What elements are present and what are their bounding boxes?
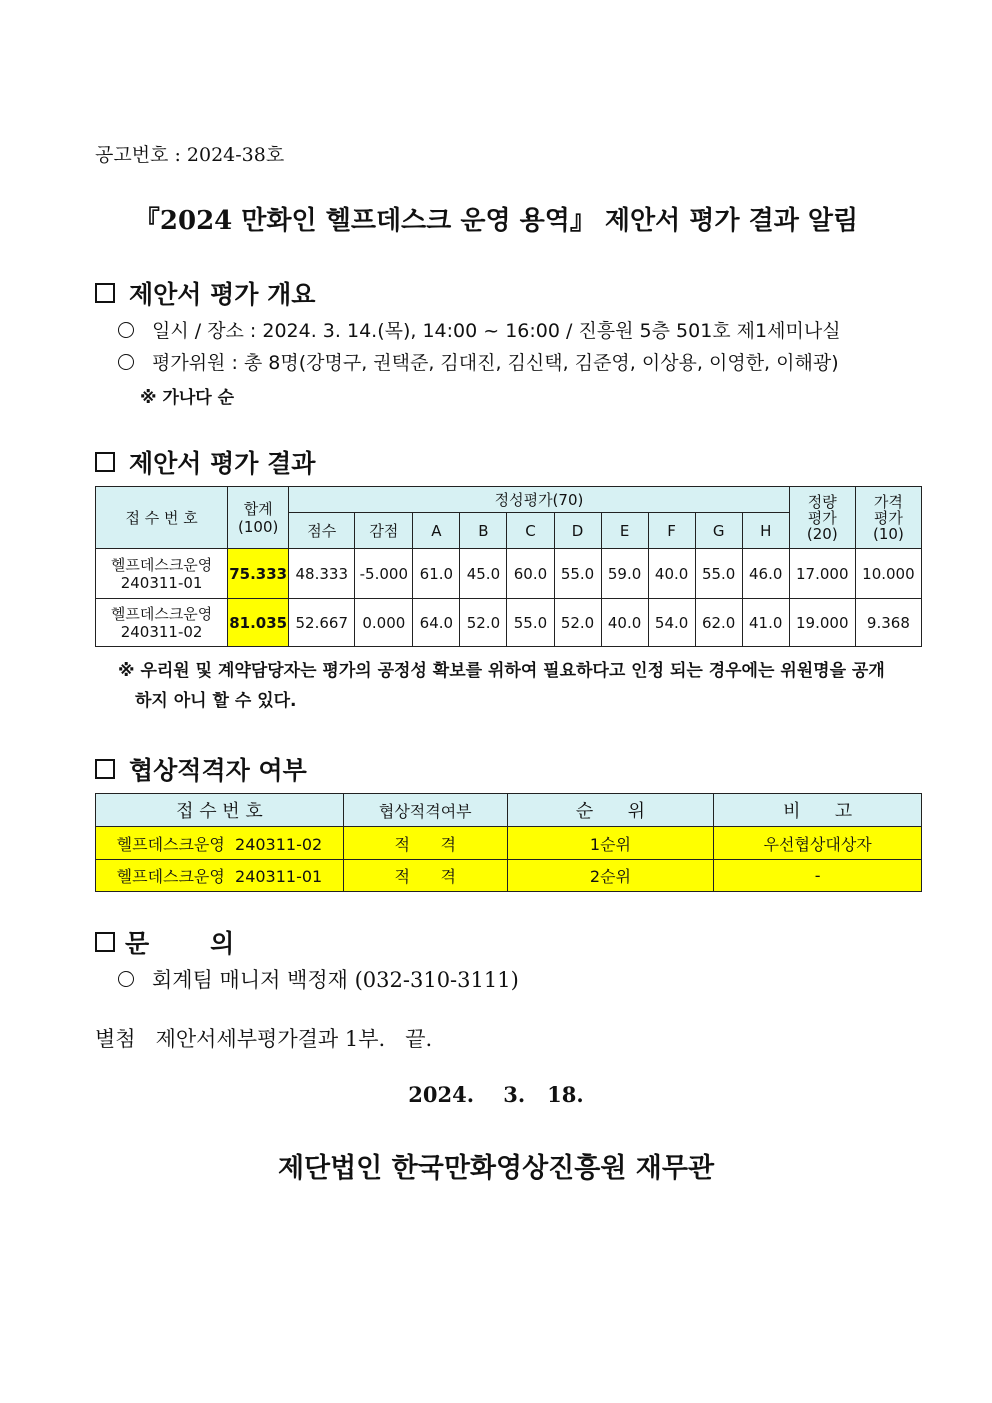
table-row	[96, 549, 922, 599]
header-quantitative: 정량 평가 (20)	[789, 487, 855, 549]
qualification-table	[95, 793, 922, 892]
circle-bullet-icon	[118, 971, 134, 987]
checkbox-square-icon	[95, 283, 115, 303]
subheader-b: B	[460, 513, 507, 549]
section-contact-title: 문 의	[125, 929, 235, 958]
header-rank: 순 위	[507, 794, 714, 827]
contact-text: 회계팀 매니저 백정재 (032-310-3111)	[152, 968, 519, 992]
score-c-cell: 55.0	[507, 599, 554, 647]
document-date: 2024. 3. 18.	[408, 1082, 584, 1107]
section-qualification-title: 협상적격자 여부	[129, 756, 307, 785]
contact-item	[118, 964, 519, 994]
score-a-cell: 61.0	[413, 549, 460, 599]
total-score: 75.333	[228, 549, 289, 599]
header-total: 합계 (100)	[228, 487, 289, 549]
header-receipt-number: 접 수 번 호	[96, 487, 228, 549]
subheader-g: G	[695, 513, 742, 549]
score-b-cell: 45.0	[460, 549, 507, 599]
table-row	[96, 860, 922, 892]
total-score: 81.035	[228, 599, 289, 647]
evaluation-result-table	[95, 486, 922, 647]
overview-item-text: 평가위원 : 총 8명(강명구, 권택준, 김대진, 김신택, 김준영, 이상용, 이영한, 이해광)	[152, 352, 839, 374]
price-cell: 10.000	[855, 549, 921, 599]
score-f-cell: 54.0	[648, 599, 695, 647]
score-h-cell: 41.0	[742, 599, 789, 647]
subheader-a: A	[413, 513, 460, 549]
result-note-line2: 하지 아니 할 수 있다.	[135, 691, 297, 711]
score-c-cell: 60.0	[507, 549, 554, 599]
quantitative-cell: 17.000	[789, 549, 855, 599]
notice-number: 공고번호 : 2024-38호	[95, 144, 285, 166]
document-title: 『2024 만화인 헬프데스크 운영 용역』 제안서 평가 결과 알림	[133, 206, 859, 236]
subheader-f: F	[648, 513, 695, 549]
subheader-score: 점수	[289, 513, 355, 549]
header-remarks: 비 고	[714, 794, 922, 827]
header-qualitative: 정성평가(70)	[289, 487, 790, 513]
score-d-cell: 55.0	[554, 549, 601, 599]
score-e-cell: 40.0	[601, 599, 648, 647]
section-result-heading	[95, 444, 315, 480]
score-d-cell: 52.0	[554, 599, 601, 647]
checkbox-square-icon	[95, 759, 115, 779]
subheader-h: H	[742, 513, 789, 549]
rank: 1순위	[507, 827, 714, 860]
subheader-e: E	[601, 513, 648, 549]
price-cell: 9.368	[855, 599, 921, 647]
subheader-c: C	[507, 513, 554, 549]
deduction-cell: -5.000	[355, 549, 413, 599]
rank: 2순위	[507, 860, 714, 892]
result-note-line1: ※ 우리원 및 계약담당자는 평가의 공정성 확보를 위하여 필요하다고 인정 되는 경우에는 위원명을 공개	[118, 661, 885, 681]
score-cell: 48.333	[289, 549, 355, 599]
receipt-number: 헬프데스크운영 240311-02	[96, 827, 344, 860]
overview-item-text: 일시 / 장소 : 2024. 3. 14.(목), 14:00 ~ 16:00 / 진흥원 5층 501호 제1세미나실	[152, 320, 841, 342]
qualification-status: 적 격	[343, 827, 507, 860]
subheader-deduction: 감점	[355, 513, 413, 549]
score-b-cell: 52.0	[460, 599, 507, 647]
score-cell: 52.667	[289, 599, 355, 647]
deduction-cell: 0.000	[355, 599, 413, 647]
score-e-cell: 59.0	[601, 549, 648, 599]
score-g-cell: 62.0	[695, 599, 742, 647]
header-price: 가격 평가 (10)	[855, 487, 921, 549]
overview-item-evaluators	[118, 348, 839, 375]
remarks: 우선협상대상자	[714, 827, 922, 860]
table-row	[96, 599, 922, 647]
receipt-number: 헬프데스크운영 240311-01	[96, 860, 344, 892]
receipt-number: 헬프데스크운영 240311-02	[96, 599, 228, 647]
checkbox-square-icon	[95, 932, 115, 952]
remarks: -	[714, 860, 922, 892]
section-qualification-heading	[95, 751, 307, 787]
attachment-line: 별첨 제안서세부평가결과 1부. 끝.	[95, 1027, 433, 1051]
score-f-cell: 40.0	[648, 549, 695, 599]
score-a-cell: 64.0	[413, 599, 460, 647]
quantitative-cell: 19.000	[789, 599, 855, 647]
table-row	[96, 827, 922, 860]
qualification-status: 적 격	[343, 860, 507, 892]
overview-note: ※ 가나다 순	[140, 388, 235, 408]
section-contact-heading	[95, 924, 234, 960]
checkbox-square-icon	[95, 452, 115, 472]
section-result-title: 제안서 평가 결과	[129, 449, 316, 478]
overview-item-datetime	[118, 316, 841, 343]
organization-name: 제단법인 한국만화영상진흥원 재무관	[277, 1153, 715, 1184]
header-receipt-number: 접 수 번 호	[96, 794, 344, 827]
score-g-cell: 55.0	[695, 549, 742, 599]
circle-bullet-icon	[118, 354, 134, 370]
header-qualification: 협상적격여부	[343, 794, 507, 827]
score-h-cell: 46.0	[742, 549, 789, 599]
section-overview-heading	[95, 275, 315, 311]
section-overview-title: 제안서 평가 개요	[129, 280, 316, 309]
subheader-d: D	[554, 513, 601, 549]
circle-bullet-icon	[118, 322, 134, 338]
receipt-number: 헬프데스크운영 240311-01	[96, 549, 228, 599]
